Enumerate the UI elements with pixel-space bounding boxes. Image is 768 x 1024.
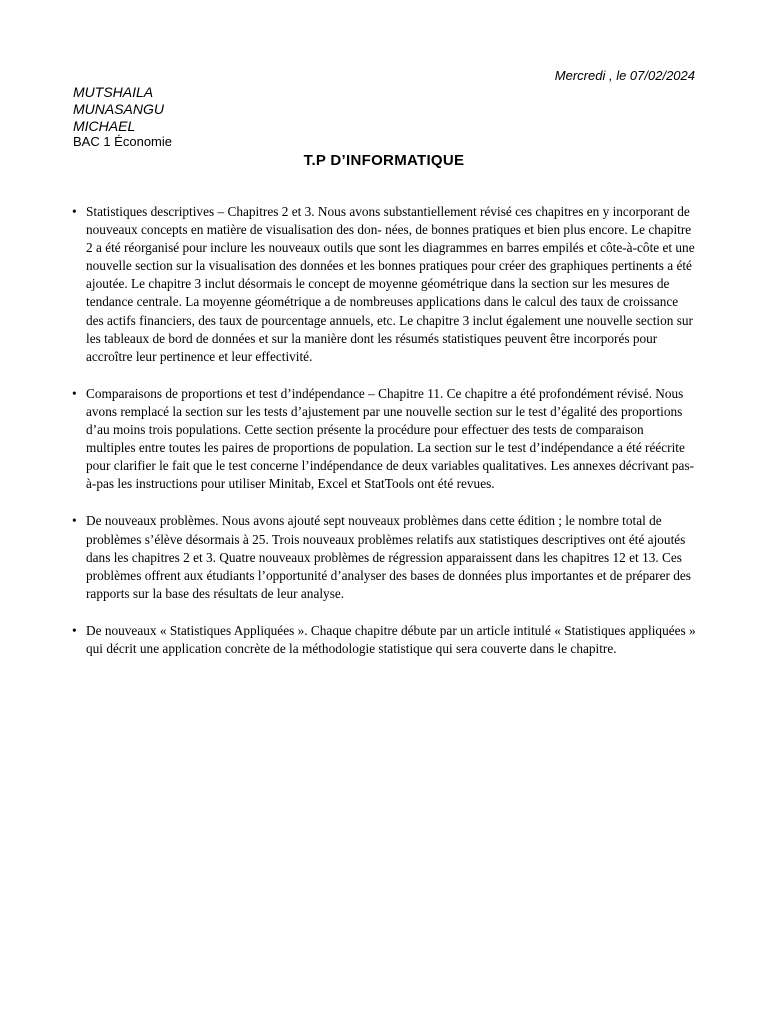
author-line: MUNASANGU (73, 101, 165, 117)
author-line: MUTSHAILA (73, 84, 154, 100)
document-title: T.P D’INFORMATIQUE (303, 152, 465, 169)
list-item-text: Comparaisons de proportions et test d’indépendance – Chapitre 11. Ce chapitre a été profondément révisé. Nous avons remplacé la section sur les tests d’ajustement par une nouvelle section sur le test d’égalité des proportions d’au moins trois populations. Cette section présente la procédure pour effectuer des tests de comparaison multiples entre toutes les paires de proportions de population. La section sur le test d’indépendance a été réécrite pour clarifier le fait que le test concerne l’indépendance de deux variables qualitatives. Les annexes décrivant pas-à-pas les instructions pour utiliser Minitab, Excel et StatTools ont été revues. (86, 385, 695, 492)
bullet-icon: • (72, 513, 77, 529)
list-item (72, 622, 696, 658)
student-level: BAC 1 Économie (73, 134, 172, 149)
author-line: MICHAEL (73, 118, 136, 134)
list-item (72, 203, 696, 366)
author-name (73, 84, 164, 135)
list-item-text: Statistiques descriptives – Chapitres 2 et 3. Nous avons substantiellement révisé ces chapitres en y incorporant de nouveaux concepts en matière de visualisation des don- nées, de bonnes pratiques et bien plus encore. Le chapitre 2 a été réorganisé pour inclure les nouveaux outils que sont les diagrammes en barres empilés et côte-à-côte et une nouvelle section sur la visualisation des données et les bonnes pratiques pour créer des graphiques pertinents a été ajoutée. Le chapitre 3 inclut désormais le concept de moyenne géométrique dans la section sur les mesures de tendance centrale. La moyenne géométrique a de nombreuses applications dans le calcul des taux de croissance des actifs financiers, des taux de pourcentage annuels, etc. Le chapitre 3 inclut également une nouvelle section sur les tableaux de bord de données et sur la manière dont les résumés statistiques peuvent être incorporés pour accroître leur pertinence et leur effectivité. (86, 204, 695, 364)
bullet-icon: • (72, 385, 77, 401)
bullet-icon: • (72, 204, 77, 219)
list-item-text: De nouveaux problèmes. Nous avons ajouté sept nouveaux problèmes dans cette édition ; le nombre total de problèmes s’élève désormais à 25. Trois nouveaux problèmes relatifs aux statistiques descriptives ont été ajoutés dans les chapitres 2 et 3. Quatre nouveaux problèmes de régression apparaissent dans les chapitres 12 et 13. Ces problèmes offrent aux étudiants l’opportunité d’analyser des bases de données plus importantes et de préparer des rapports sur la base des résultats de leur analyse. (86, 513, 691, 601)
list-item (72, 385, 696, 494)
list-item (72, 512, 696, 602)
bullet-list (72, 203, 696, 677)
document-date: Mercredi , le 07/02/2024 (554, 68, 695, 83)
list-item-text: De nouveaux « Statistiques Appliquées ». Chaque chapitre débute par un article intitulé « Statistiques appliquées » qui décrit une application concrète de la méthodologie statistique qui sera couverte dans le chapitre. (86, 622, 696, 656)
bullet-icon: • (72, 622, 77, 638)
